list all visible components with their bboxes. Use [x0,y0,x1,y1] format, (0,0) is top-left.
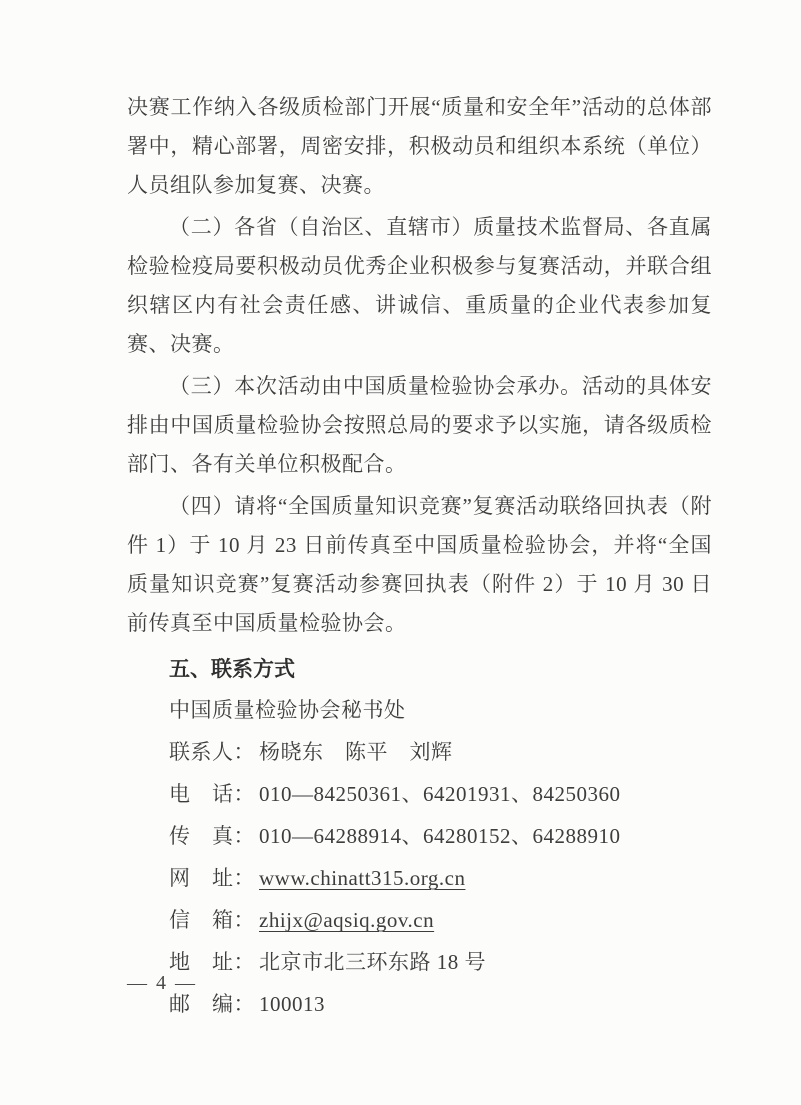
email-address: zhijx@aqsiq.gov.cn [259,908,435,932]
contact-label: 电 话： [169,782,255,806]
paragraph-item-4: （四）请将“全国质量知识竞赛”复赛活动联络回执表（附件 1）于 10 月 23 日前传真至中国质量检验协会，并将“全国质量知识竞赛”复赛活动参赛回执表（附件 2）于 10 月 30 日前传真至中国质量检验协会。 [127,494,712,635]
contact-row-email [127,901,712,940]
contact-row-phone [127,775,712,814]
paragraph-item-3: （三）本次活动由中国质量检验协会承办。活动的具体安排由中国质量检验协会按照总局的要求予以实施，请各级质检部门、各有关单位积极配合。 [127,374,712,476]
contact-row-person [127,733,712,772]
contact-value: 010—84250361、64201931、84250360 [259,782,621,806]
paragraph-item-2: （二）各省（自治区、直辖市）质量技术监督局、各直属检验检疫局要积极动员优秀企业积极参与复赛活动，并联合组织辖区内有社会责任感、讲诚信、重质量的企业代表参加复赛、决赛。 [127,215,712,356]
contact-row-address [127,943,712,982]
contact-value: 010—64288914、64280152、64288910 [259,824,621,848]
contact-row-fax [127,817,712,856]
contact-label: 网 址： [169,866,255,890]
contact-value: 北京市北三环东路 18 号 [259,950,486,974]
contact-value: 100013 [259,992,325,1016]
contact-row-postcode [127,985,712,1024]
paragraph-continuation: 决赛工作纳入各级质检部门开展“质量和安全年”活动的总体部署中，精心部署，周密安排，积极动员和组织本系统（单位）人员组队参加复赛、决赛。 [127,95,712,197]
contact-label: 联系人： [169,740,255,764]
contact-label: 地 址： [169,950,255,974]
website-url: www.chinatt315.org.cn [259,866,466,890]
contact-row-website [127,859,712,898]
contact-value: 杨晓东 陈平 刘辉 [259,740,453,764]
document-body [127,88,712,1024]
section-heading-contact: 五、联系方式 [169,658,295,681]
contact-label: 传 真： [169,824,255,848]
contact-label: 信 箱： [169,908,255,932]
contact-organization: 中国质量检验协会秘书处 [169,698,406,722]
page-number: — 4 — [127,972,197,994]
contact-label: 邮 编： [169,992,255,1016]
